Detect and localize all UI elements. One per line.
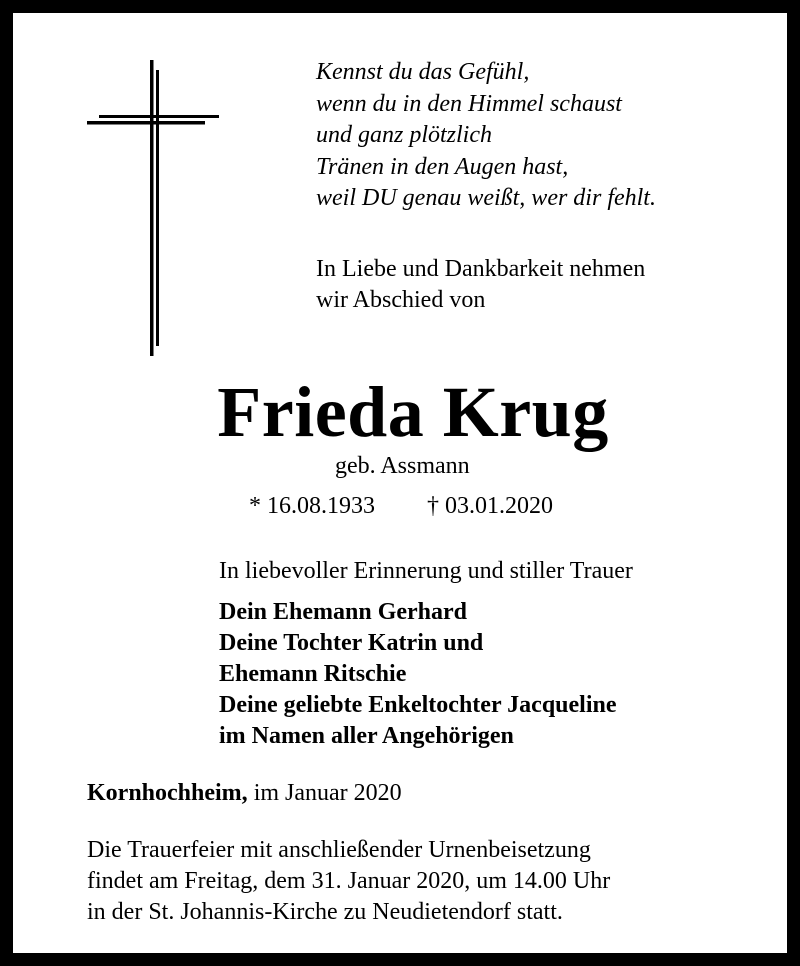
intro-line: wir Abschied von: [316, 286, 486, 313]
ceremony-line: findet am Freitag, dem 31. Januar 2020, um 14.00 Uhr: [87, 868, 611, 894]
poem: [316, 57, 656, 215]
place-town: Kornhochheim,: [87, 780, 248, 806]
family-line: Deine Tochter Katrin und: [219, 630, 484, 656]
family-line: im Namen aller Angehörigen: [219, 723, 514, 749]
ceremony-info: [87, 835, 610, 928]
farewell-intro: [316, 254, 645, 315]
poem-line: Kennst du das Gefühl,: [316, 59, 530, 85]
mourning-line: In liebevoller Erinnerung und stiller Trauer: [219, 558, 633, 584]
family-line: Deine geliebte Enkeltochter Jacqueline: [219, 692, 617, 718]
place-and-date: [87, 778, 402, 808]
deceased-name: Frieda Krug: [217, 372, 609, 452]
intro-line: In Liebe und Dankbarkeit nehmen: [316, 256, 646, 282]
poem-line: weil DU genau weißt, wer dir fehlt.: [316, 185, 656, 211]
cross-icon: [87, 60, 219, 356]
birth-date: * 16.08.1933: [249, 493, 375, 519]
poem-line: und ganz plötzlich: [316, 122, 493, 148]
family-line: Ehemann Ritschie: [219, 661, 407, 687]
ceremony-line: in der St. Johannis-Kirche zu Neudietendorf statt.: [87, 899, 563, 925]
ceremony-line: Die Trauerfeier mit anschließender Urnenbeisetzung: [87, 837, 591, 863]
poem-line: wenn du in den Himmel schaust: [316, 90, 622, 117]
maiden-name: geb. Assmann: [335, 453, 470, 479]
family-line: Dein Ehemann Gerhard: [219, 599, 468, 625]
death-date: † 03.01.2020: [427, 493, 553, 519]
poem-line: Tränen in den Augen hast,: [316, 153, 569, 180]
place-date: im Januar 2020: [253, 780, 402, 806]
family-signatures: [219, 597, 617, 752]
